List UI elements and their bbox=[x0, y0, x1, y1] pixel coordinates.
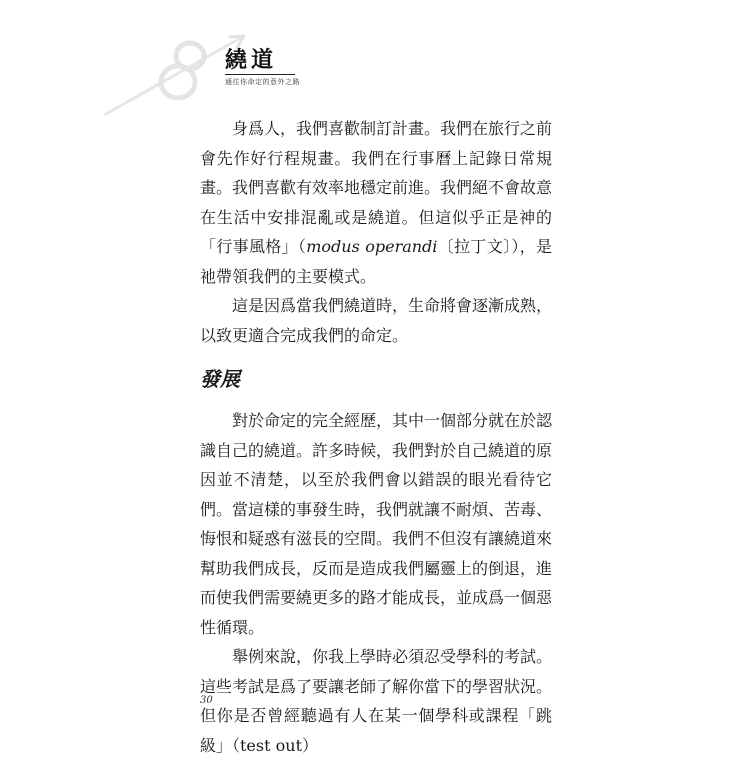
header-rule bbox=[225, 74, 295, 75]
page-number: 30 bbox=[200, 695, 213, 706]
chapter-subtitle: 通往你命定的意外之路 bbox=[225, 78, 300, 86]
paragraph-text: 身爲人，我們喜歡制訂計畫。我們在旅行之前會先作好行程規畫。我們在行事曆上記錄日常規畫。我們喜歡有效率地穩定前進。我們絕不會故意在生活中安排混亂或是繞道。但這似乎正是神的「行事風格」（ bbox=[200, 119, 553, 256]
paragraph-text: 〔拉丁文〕），是祂帶領我們的主要模式。 bbox=[200, 237, 552, 286]
body-text bbox=[200, 114, 552, 760]
chapter-title: 繞道 bbox=[225, 47, 278, 73]
paragraph: 這是因爲當我們繞道時，生命將會逐漸成熟，以致更適合完成我們的命定。 bbox=[200, 296, 553, 345]
paragraph: 舉例來說，你我上學時必須忍受學科的考試。這些考試是爲了要讓老師了解你當下的學習狀況。但你是否曾經聽過有人在某一個學科或課程「跳級」（test out） bbox=[200, 647, 553, 755]
latin-term: modus operandi bbox=[306, 237, 438, 256]
section-heading: 發展 bbox=[200, 367, 240, 391]
paragraph: 對於命定的完全經歷，其中一個部分就在於認識自己的繞道。許多時候，我們對於自己繞道的原因並不清楚，以至於我們會以錯誤的眼光看待它們。當這樣的事發生時，我們就讓不耐煩、苦毒、悔恨和疑惑有滋長的空間。我們不但沒有讓繞道來幫助我們成長，反而是造成我們屬靈上的倒退，進而使我們需要繞更多的路才能成長，並成爲一個惡性循環。 bbox=[200, 411, 553, 637]
paragraph bbox=[200, 114, 552, 291]
